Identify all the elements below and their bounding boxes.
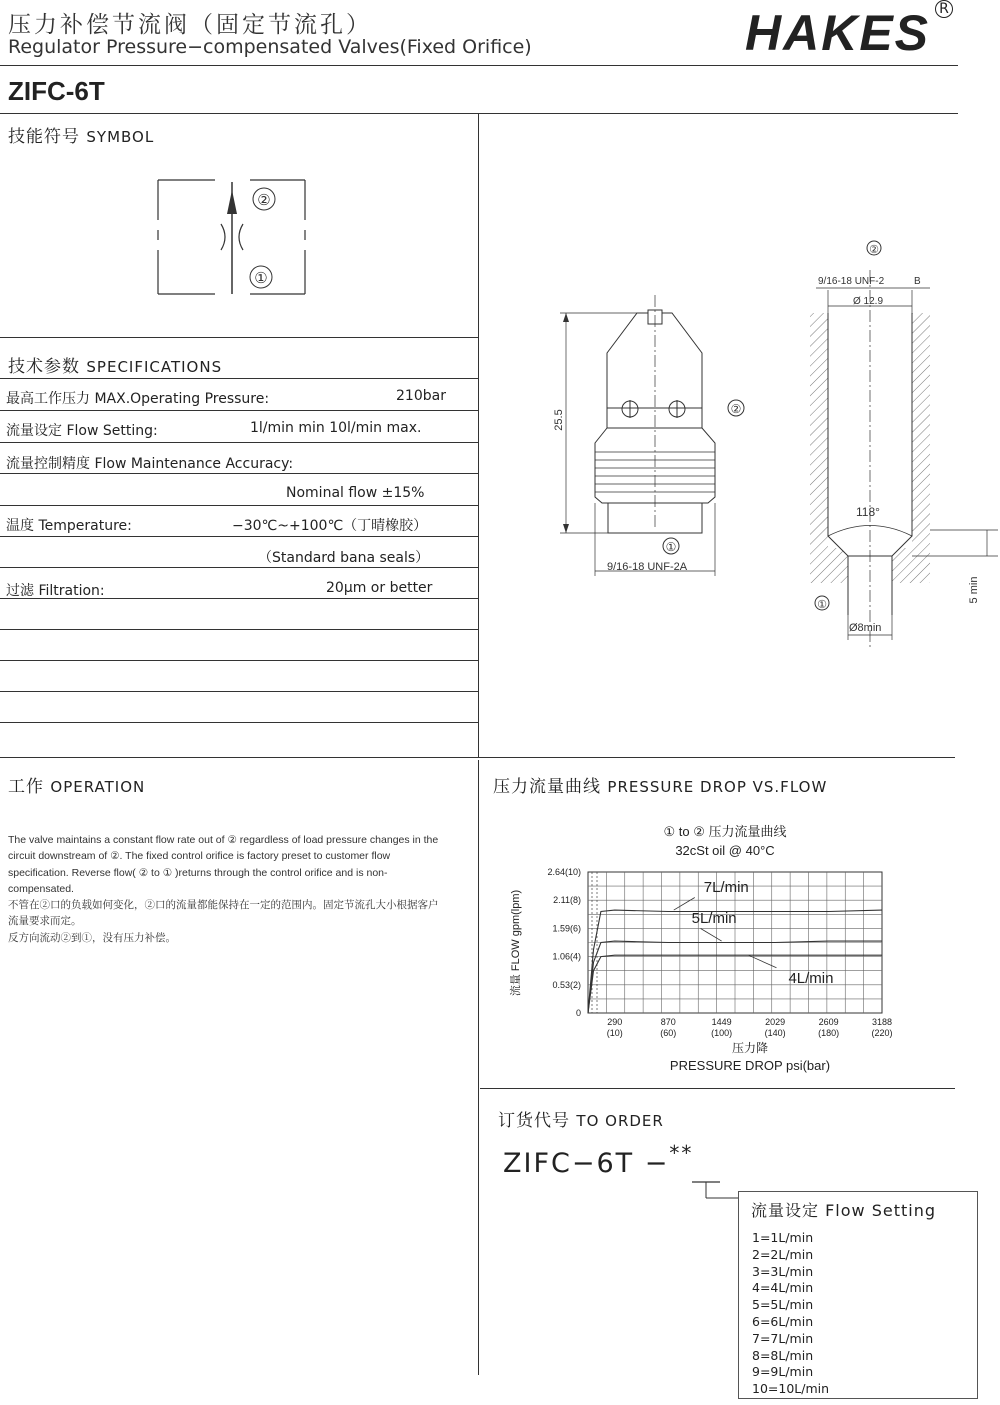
title-english: Regulator Pressure−compensated Valves(Fixed Orifice) xyxy=(8,36,532,58)
header-divider xyxy=(0,65,958,66)
series-label: 4L/min xyxy=(788,970,834,988)
cartridge-drawing xyxy=(540,230,1000,660)
operation-text-en: The valve maintains a constant flow rate out of ② regardless of load pressure changes in the circuit downstream of ②. The fixed control orifice is factory preset to customer flow specification. Reverse flow( ② to ① )returns through the control orifice and is non-compensated. xyxy=(8,834,439,895)
series-label: 5L/min xyxy=(691,910,737,928)
list-item: 8=8L/min xyxy=(752,1347,814,1363)
operation-description xyxy=(8,832,448,946)
x-tick-sublabel: (180) xyxy=(818,1028,840,1038)
series-leader xyxy=(748,955,776,968)
y-tick-label: 1.59(6) xyxy=(552,923,581,934)
spec-line xyxy=(0,378,478,379)
depth-label: 5 min xyxy=(968,576,980,604)
spec-row-pressure: 最高工作压力 MAX.Operating Pressure: 210bar xyxy=(6,388,446,407)
cartridge-port-1: ① xyxy=(665,540,677,554)
operation-text-cn-1: 不管在②口的负载如何变化，②口的流量都能保持在一定的范围内。固定节流孔大小根据客户流量要求而定。 xyxy=(8,899,439,928)
top-column-divider xyxy=(478,114,479,758)
x-tick-sublabel: (100) xyxy=(711,1028,733,1038)
model-divider xyxy=(0,113,958,114)
order-heading: 订货代号 TO ORDER xyxy=(498,1111,664,1131)
x-tick-label: 2029 xyxy=(765,1017,786,1027)
spec-line xyxy=(0,410,478,411)
spec-line xyxy=(0,567,478,568)
bottom-diameter-label: Ø8min xyxy=(849,622,882,634)
brand-logo: HAKES xyxy=(745,5,931,61)
cartridge-port-2: ② xyxy=(730,402,742,416)
valve-symbol xyxy=(150,172,320,302)
list-item: 6=6L/min xyxy=(752,1313,814,1329)
angle-label: 118° xyxy=(856,505,880,519)
list-item: 4=4L/min xyxy=(752,1280,814,1296)
operation-heading: 工作 OPERATION xyxy=(8,777,146,797)
spec-line xyxy=(0,629,478,630)
symbol-port-1: ① xyxy=(254,270,268,287)
list-item: 1=1L/min xyxy=(752,1230,814,1245)
spec-row-temperature: 温度 Temperature: −30℃~+100℃（丁晴橡胶） xyxy=(6,518,428,534)
cavity-port-1: ① xyxy=(817,599,827,611)
specifications-heading: 技术参数 SPECIFICATIONS xyxy=(8,357,223,377)
series-leader xyxy=(674,897,695,910)
top-thread-label: 9/16-18 UNF-2 xyxy=(818,276,885,287)
spec-row-accuracy: 流量控制精度 Flow Maintenance Accuracy: xyxy=(6,456,294,472)
symbol-port-2: ② xyxy=(257,192,271,209)
b-label: B xyxy=(914,276,921,287)
symbol-divider xyxy=(0,337,478,338)
list-item: 2=2L/min xyxy=(752,1246,814,1262)
flow-setting-box xyxy=(738,1191,978,1399)
chart-title: ① to ② 压力流量曲线 xyxy=(663,824,787,839)
registered-mark: R xyxy=(935,0,953,18)
spec-line xyxy=(0,722,478,723)
spec-line xyxy=(0,442,478,443)
x-tick-label: 2609 xyxy=(818,1017,839,1027)
y-tick-label: 1.06(4) xyxy=(552,951,581,962)
x-axis-label: PRESSURE DROP psi(bar) xyxy=(669,1058,831,1073)
series-label: 7L/min xyxy=(703,879,749,897)
spec-line xyxy=(0,598,478,599)
spec-row-flow: 流量设定 Flow Setting: 1l/min min 10l/min max. xyxy=(6,420,422,439)
series-leader xyxy=(701,928,722,941)
middle-divider xyxy=(0,757,955,758)
chart-subtitle: 32cSt oil @ 40°C xyxy=(675,843,775,858)
x-axis-label-cn: 压力降 xyxy=(731,1041,769,1055)
y-tick-label: 2.64(10) xyxy=(547,867,581,877)
x-tick-label: 1449 xyxy=(711,1017,732,1027)
title-chinese: 压力补偿节流阀（固定节流孔） xyxy=(8,12,372,38)
pressure-flow-chart xyxy=(495,815,935,1080)
top-diameter-label: Ø 12.9 xyxy=(853,296,884,307)
x-tick-sublabel: (10) xyxy=(606,1028,623,1038)
bottom-thread-label: 9/16-18 UNF-2A xyxy=(607,561,688,573)
x-tick-label: 3188 xyxy=(871,1017,893,1027)
model-number: ZIFC-6T xyxy=(8,76,105,106)
y-tick-label: 0.53(2) xyxy=(552,979,581,990)
spec-line xyxy=(0,536,478,537)
order-code: ZIFC−6T −** xyxy=(503,1141,694,1179)
y-tick-label: 0 xyxy=(575,1008,581,1018)
operation-text-cn-2: 反方向流动②到①，没有压力补偿。 xyxy=(8,931,176,944)
list-item: 10=10L/min xyxy=(752,1381,830,1397)
x-tick-sublabel: (140) xyxy=(764,1028,786,1038)
x-tick-sublabel: (60) xyxy=(660,1028,677,1038)
chart-divider xyxy=(480,1088,955,1089)
symbol-heading: 技能符号 SYMBOL xyxy=(8,127,155,147)
x-tick-label: 870 xyxy=(660,1017,676,1027)
chart-heading: 压力流量曲线 PRESSURE DROP VS.FLOW xyxy=(493,777,828,797)
list-item: 5=5L/min xyxy=(752,1297,814,1313)
y-axis-label: 流量 FLOW gpm(lpm) xyxy=(510,889,522,997)
list-item: 3=3L/min xyxy=(752,1263,814,1279)
y-tick-label: 2.11(8) xyxy=(553,895,581,906)
height-dimension: 25.5 xyxy=(553,409,565,431)
spec-line xyxy=(0,505,478,506)
spec-line xyxy=(0,691,478,692)
order-code-suffix: ** xyxy=(669,1141,694,1165)
cavity-port-2: ② xyxy=(869,244,879,256)
spec-line xyxy=(0,473,478,474)
flow-setting-list xyxy=(752,1230,829,1398)
list-item: 7=7L/min xyxy=(752,1330,814,1346)
x-tick-sublabel: (220) xyxy=(871,1028,893,1038)
bottom-column-divider xyxy=(478,760,479,1375)
x-tick-label: 290 xyxy=(607,1017,623,1027)
spec-line xyxy=(0,660,478,661)
spec-row-filtration: 过滤 Filtration: 20μm or better xyxy=(6,580,433,599)
list-item: 9=9L/min xyxy=(752,1364,814,1380)
flow-setting-title: 流量设定 Flow Setting xyxy=(751,1201,936,1220)
